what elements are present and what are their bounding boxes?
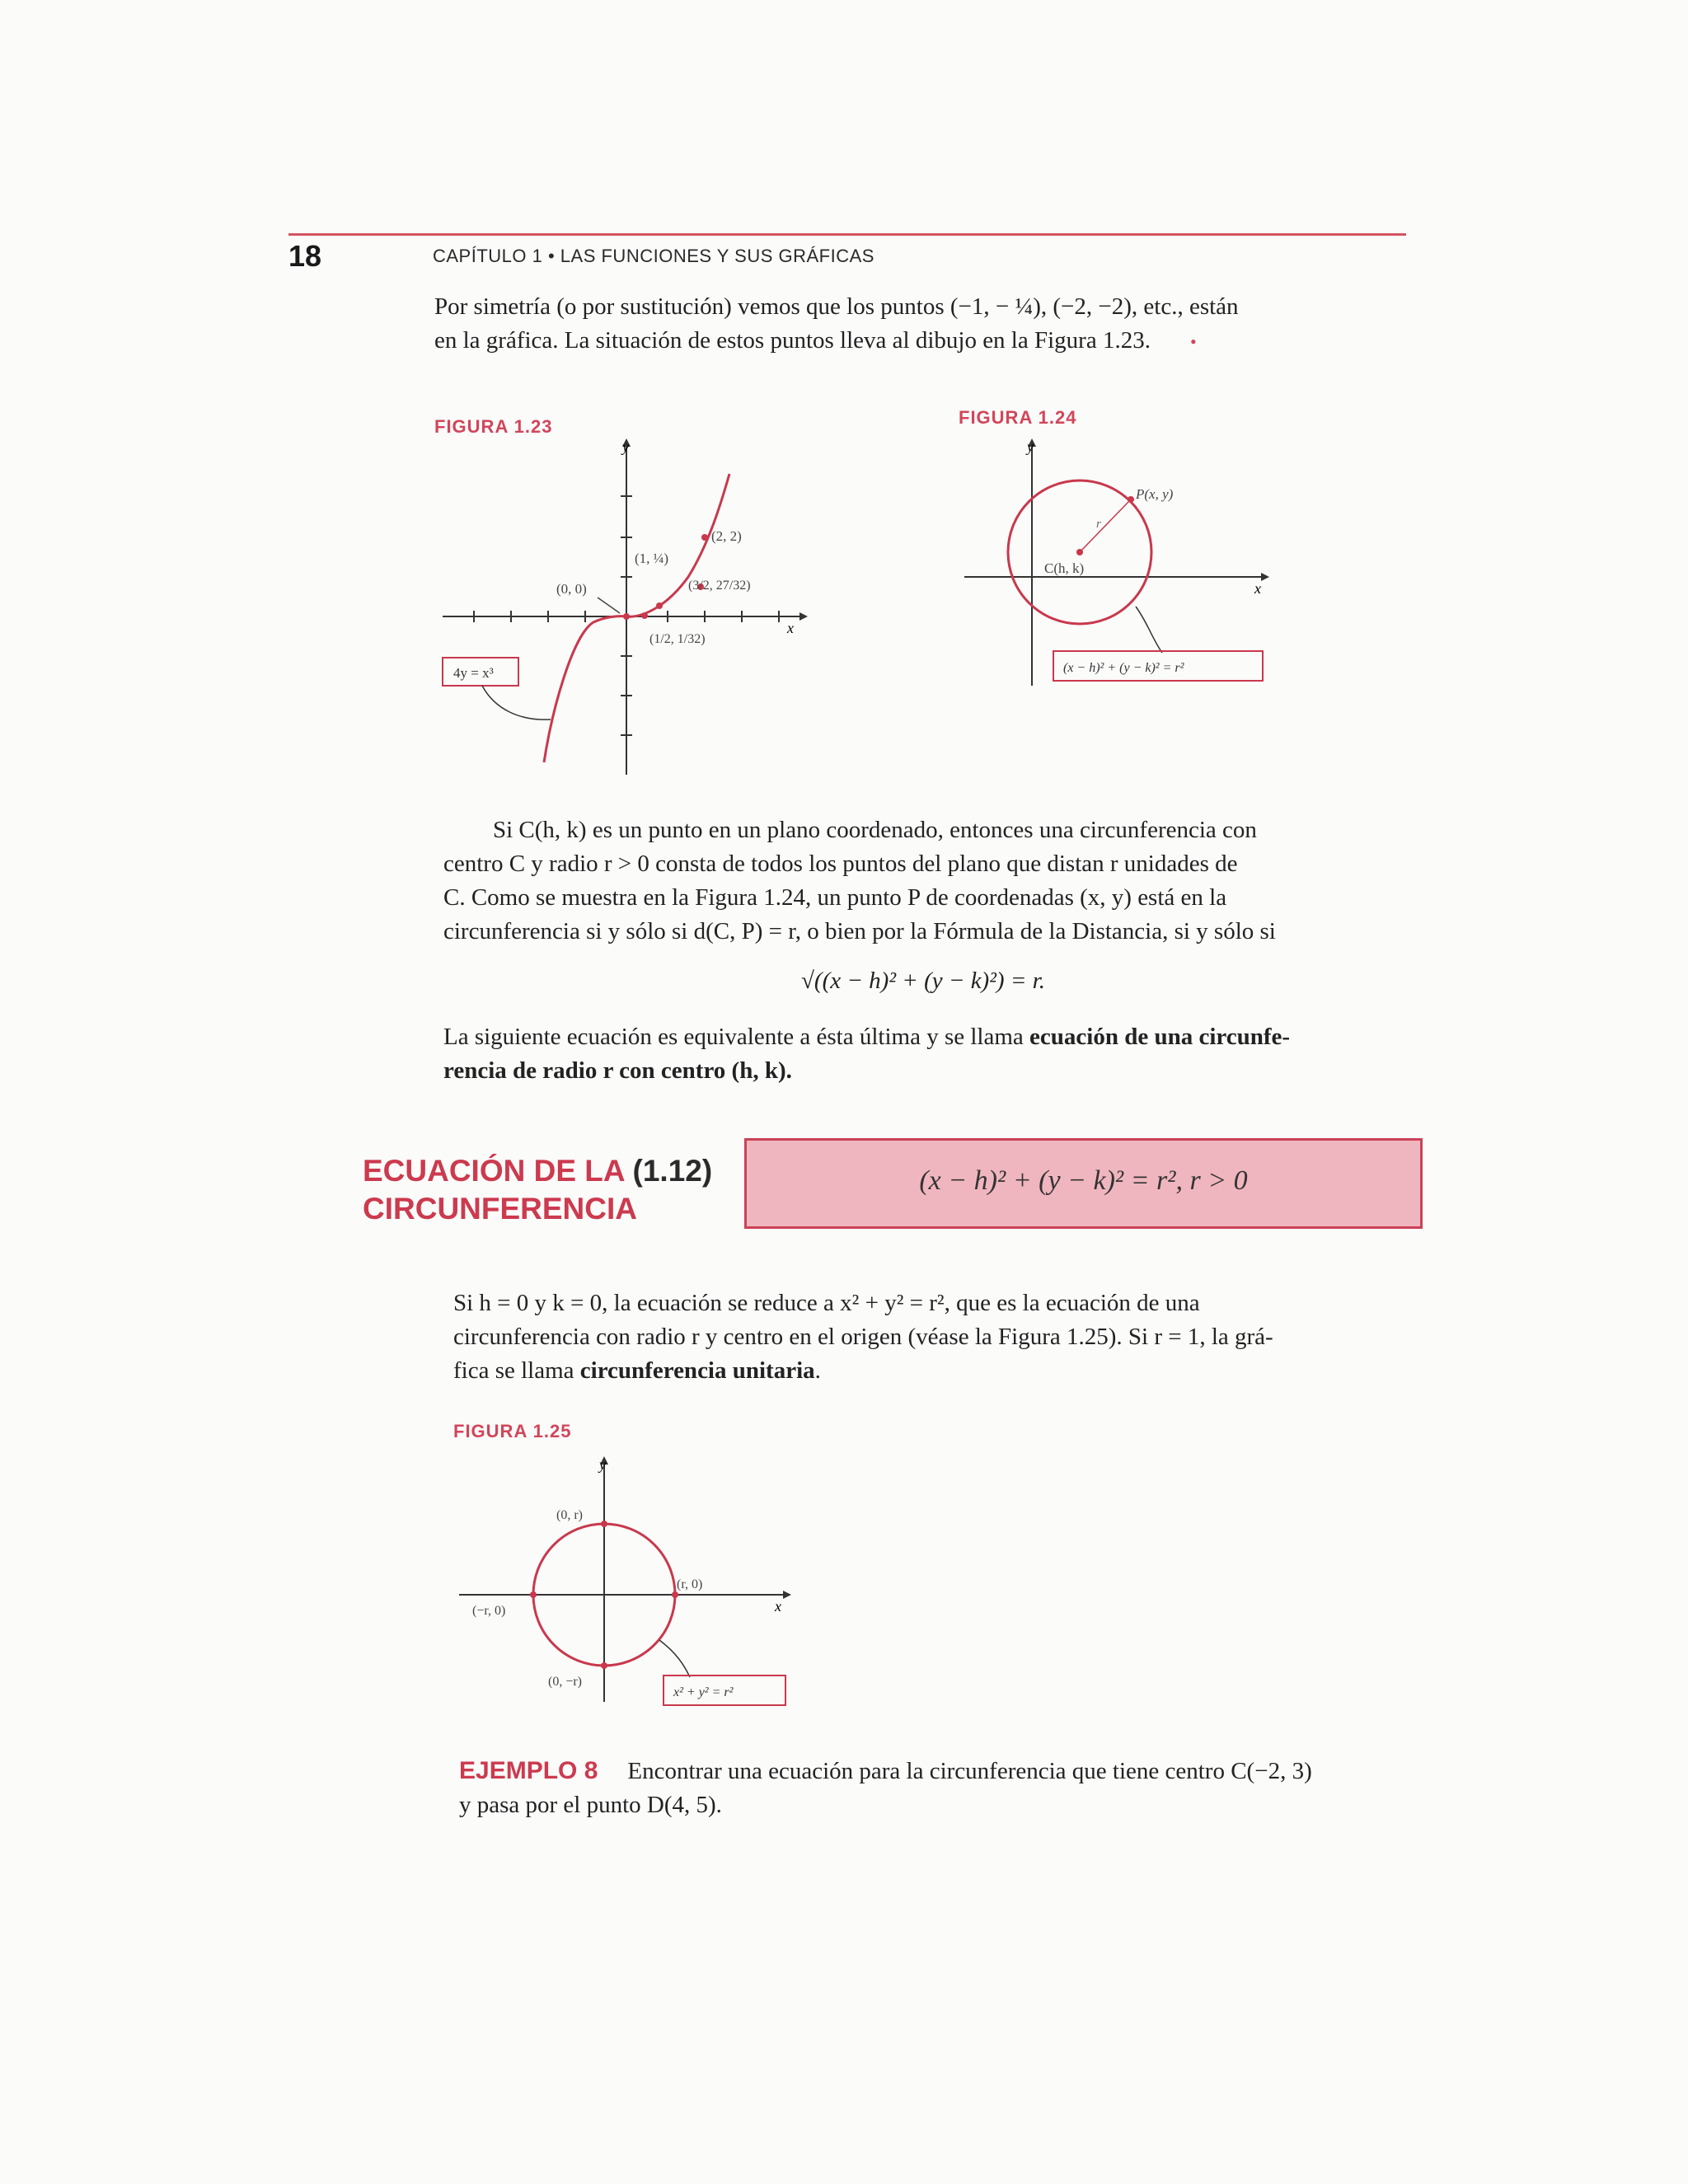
- point-bottom: [601, 1662, 607, 1669]
- label-origin: (0, 0): [556, 581, 587, 597]
- end-of-example-mark: •: [1189, 331, 1197, 352]
- label-point-1: (1, ¼): [635, 551, 669, 566]
- example-line-2: y pasa por el punto D(4, 5).: [459, 1792, 722, 1818]
- body3-line-2: circunferencia con radio r y centro en el origen (véase la Figura 1.25). Si r = 1, la grá-: [453, 1324, 1273, 1350]
- y-axis-label: y: [622, 438, 629, 455]
- body-paragraph-2: [443, 1020, 1420, 1088]
- definition-equation-box: [744, 1138, 1423, 1229]
- point-1: [656, 602, 663, 609]
- figure-1-25-label: FIGURA 1.25: [453, 1421, 572, 1441]
- x-axis-label: x: [775, 1598, 781, 1615]
- definition-title-line-1: ECUACIÓN DE LA: [363, 1154, 625, 1188]
- point-4: [641, 612, 648, 619]
- figure-1-24: [956, 437, 1286, 692]
- page-number: 18: [288, 239, 322, 273]
- intro-paragraph: [434, 290, 1428, 359]
- point-p: [1128, 496, 1134, 503]
- figure-1-23: [429, 437, 816, 783]
- center-label: C(h, k): [1044, 560, 1085, 576]
- label-top: (0, r): [556, 1508, 583, 1522]
- point-right: [672, 1591, 678, 1598]
- label-point-3: (3/2, 27/32): [688, 579, 751, 593]
- label-point-2: (2, 2): [711, 528, 742, 544]
- definition-title-line-2: CIRCUNFERENCIA: [363, 1192, 637, 1226]
- distance-formula: √((x − h)² + (y − k)²) = r.: [801, 968, 1045, 994]
- body-line-1: Si C(h, k) es un punto en un plano coordenado, entonces una circunferencia con: [493, 817, 1257, 843]
- y-axis-label: y: [599, 1456, 606, 1473]
- label-bottom: (0, −r): [548, 1675, 583, 1689]
- cubic-curve: [544, 474, 729, 762]
- body-paragraph-3: [453, 1286, 1428, 1388]
- figure-1-24-label: FIGURA 1.24: [959, 407, 1077, 428]
- point-origin: [623, 613, 630, 620]
- example-label: EJEMPLO 8: [459, 1757, 598, 1784]
- figure-1-25: [457, 1455, 804, 1710]
- body-line-2: centro C y radio r > 0 consta de todos los puntos del plano que distan r unidades de: [443, 851, 1238, 877]
- intro-line-1: Por simetría (o por sustitución) vemos que los puntos (−1, − ¼), (−2, −2), etc., están: [434, 293, 1239, 320]
- figure-1-23-label: FIGURA 1.23: [434, 416, 553, 437]
- x-axis-label: x: [787, 620, 794, 636]
- label-point-4: (1/2, 1/32): [649, 632, 706, 646]
- body3-line-1: Si h = 0 y k = 0, la ecuación se reduce a x² + y² = r², que es la ecuación de una: [453, 1290, 1200, 1316]
- point-p-label: P(x, y): [1136, 486, 1174, 502]
- body2-line-2: rencia de radio r con centro (h, k).: [443, 1057, 792, 1084]
- header-rule: [288, 233, 1406, 236]
- example-line-1: EJEMPLO 8 Encontrar una ecuación para la circunferencia que tiene centro C(−2, 3): [459, 1757, 1312, 1784]
- body-paragraph: [443, 813, 1420, 949]
- running-head: CAPÍTULO 1 • LAS FUNCIONES Y SUS GRÁFICAS: [433, 246, 874, 266]
- body-line-4: circunferencia si y sólo si d(C, P) = r, o bien por la Fórmula de la Distancia, si y sólo si: [443, 918, 1276, 944]
- label-right: (r, 0): [677, 1577, 703, 1591]
- y-axis-label: y: [1027, 438, 1034, 455]
- label-left: (−r, 0): [472, 1604, 506, 1618]
- body3-line-3: fica se llama circunferencia unitaria.: [453, 1357, 821, 1384]
- body2-line-1: La siguiente ecuación es equivalente a ésta última y se llama ecuación de una circunfe-: [443, 1024, 1291, 1050]
- equation-label: (x − h)² + (y − k)² = r²: [1063, 661, 1184, 675]
- equation-label: x² + y² = r²: [673, 1685, 734, 1699]
- intro-line-2: en la gráfica. La situación de estos puntos lleva al dibujo en la Figura 1.23. •: [434, 327, 1197, 354]
- radius-label: r: [1096, 518, 1101, 531]
- point-top: [601, 1521, 607, 1527]
- definition-title: [363, 1152, 712, 1228]
- x-axis-label: x: [1254, 580, 1261, 597]
- example-block: [459, 1754, 1440, 1822]
- body-line-3: C. Como se muestra en la Figura 1.24, un punto P de coordenadas (x, y) está en la: [443, 884, 1227, 911]
- definition-number: (1.12): [632, 1154, 713, 1188]
- equation-label: 4y = x³: [453, 665, 494, 681]
- definition-equation: (x − h)² + (y − k)² = r², r > 0: [919, 1165, 1248, 1196]
- point-left: [530, 1591, 537, 1598]
- point-2: [701, 534, 708, 541]
